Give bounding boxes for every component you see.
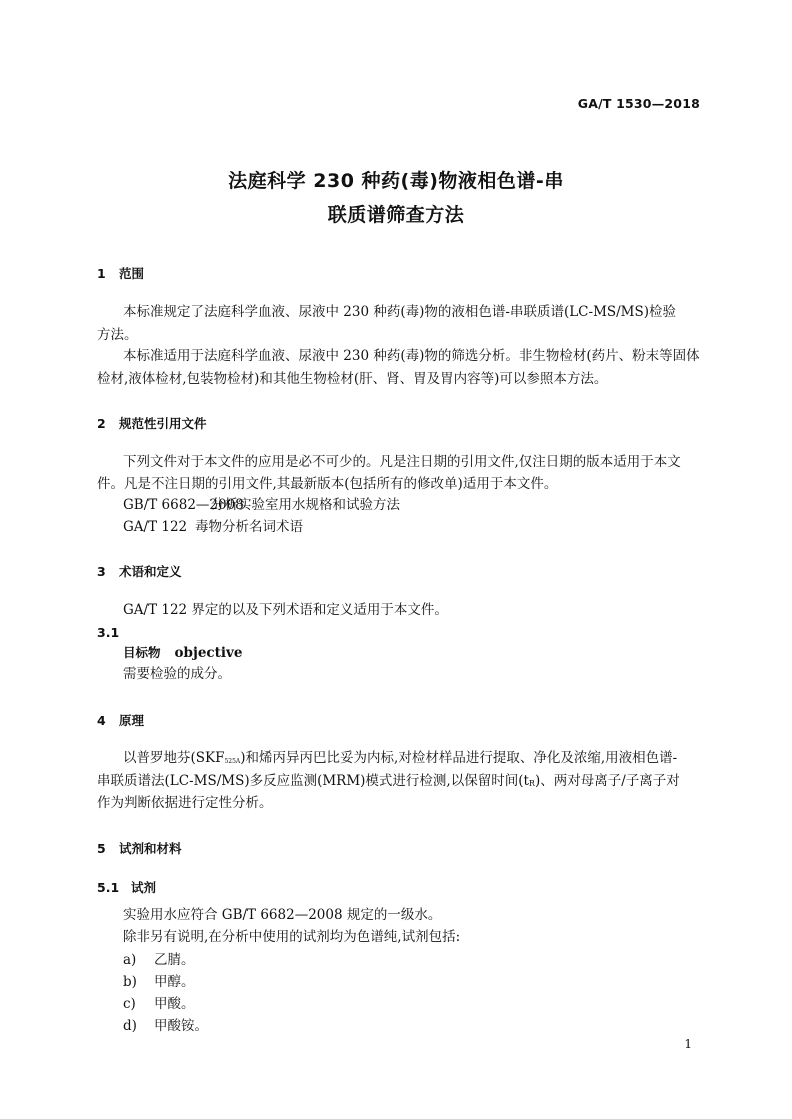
- section-number: 5: [97, 841, 106, 856]
- normative-reference: [123, 521, 303, 535]
- paragraph-line: [123, 752, 677, 766]
- list-item: [123, 1020, 208, 1034]
- section-title: 范围: [119, 266, 145, 281]
- section-number: 1: [97, 266, 106, 281]
- section-title: 原理: [119, 713, 145, 728]
- subsection-number: 5.1: [97, 880, 120, 895]
- list-text: 甲醇。: [154, 974, 195, 990]
- document-title-line-2: 联质谱筛查方法: [327, 204, 465, 226]
- term-english: objective: [174, 645, 243, 661]
- section-2-heading: [97, 414, 207, 432]
- paragraph-line: 件。凡是不注日期的引用文件,其最新版本(包括所有的修改单)适用于本文件。: [97, 476, 558, 492]
- subscript: 525A: [224, 758, 241, 765]
- term-chinese: 目标物: [123, 645, 161, 660]
- reference-code: GA/T 122: [123, 519, 188, 535]
- section-title: 试剂和材料: [119, 841, 182, 856]
- list-item: [123, 976, 195, 990]
- list-item: [123, 998, 195, 1012]
- paragraph-line: 方法。: [97, 327, 138, 343]
- text-run: 以普罗地芬(SKF: [123, 750, 225, 766]
- reference-title: 分析实验室用水规格和试验方法: [211, 497, 400, 513]
- list-text: 甲酸铵。: [154, 1018, 208, 1034]
- paragraph-line: 实验用水应符合 GB/T 6682—2008 规定的一级水。: [123, 907, 442, 923]
- section-number: 3: [97, 564, 106, 579]
- subscript: R: [528, 779, 535, 788]
- paragraph-line: 本标准规定了法庭科学血液、尿液中 230 种药(毒)物的液相色谱-串联质谱(LC-MS/MS)检验: [123, 304, 677, 320]
- reference-code: GB/T 6682—2008: [123, 497, 244, 513]
- list-marker: a): [123, 952, 137, 968]
- document-title-line-1: 法庭科学 230 种药(毒)物液相色谱-串: [228, 170, 564, 192]
- list-marker: b): [123, 974, 137, 990]
- section-3-heading: [97, 562, 182, 580]
- paragraph-line: 除非另有说明,在分析中使用的试剂均为色谱纯,试剂包括:: [123, 929, 461, 945]
- list-text: 乙腈。: [154, 952, 195, 968]
- paragraph-line: 检材,液体检材,包装物检材)和其他生物检材(肝、肾、胃及胃内容等)可以参照本方法。: [97, 371, 608, 387]
- section-title: 术语和定义: [119, 564, 182, 579]
- section-title: 规范性引用文件: [119, 416, 207, 431]
- paragraph-line: GA/T 122 界定的以及下列术语和定义适用于本文件。: [123, 602, 448, 618]
- text-run: )、两对母离子/子离子对: [534, 773, 680, 789]
- text-run: )和烯丙异丙巴比妥为内标,对检材样品进行提取、净化及浓缩,用液相色谱-: [240, 750, 678, 766]
- list-marker: c): [123, 996, 136, 1012]
- section-number: 4: [97, 713, 106, 728]
- list-item: [123, 954, 195, 968]
- section-4-heading: [97, 711, 144, 729]
- subsection-number: 3.1: [97, 625, 120, 640]
- page-number: 1: [684, 1037, 692, 1051]
- reference-title: 毒物分析名词术语: [195, 519, 303, 535]
- paragraph-line: 作为判断依据进行定性分析。: [97, 795, 273, 811]
- normative-reference: [123, 499, 400, 513]
- list-marker: d): [123, 1018, 137, 1034]
- standard-code: GA/T 1530—2018: [577, 96, 700, 111]
- term-definition: 需要检验的成分。: [123, 666, 231, 682]
- list-text: 甲酸。: [154, 996, 195, 1012]
- term-entry: [123, 647, 242, 661]
- section-1-heading: [97, 264, 144, 282]
- paragraph-line: 本标准适用于法庭科学血液、尿液中 230 种药(毒)物的筛选分析。非生物检材(药片、粉末等固体: [123, 348, 700, 364]
- text-run: 串联质谱法(LC-MS/MS)多反应监测(MRM)模式进行检测,以保留时间(t: [97, 773, 529, 789]
- section-number: 2: [97, 416, 106, 431]
- section-5-heading: [97, 839, 182, 857]
- subsection-5-1-heading: [97, 878, 156, 896]
- paragraph-line: [97, 775, 680, 789]
- subsection-title: 试剂: [131, 880, 157, 895]
- paragraph-line: 下列文件对于本文件的应用是必不可少的。凡是注日期的引用文件,仅注日期的版本适用于本文: [123, 454, 681, 470]
